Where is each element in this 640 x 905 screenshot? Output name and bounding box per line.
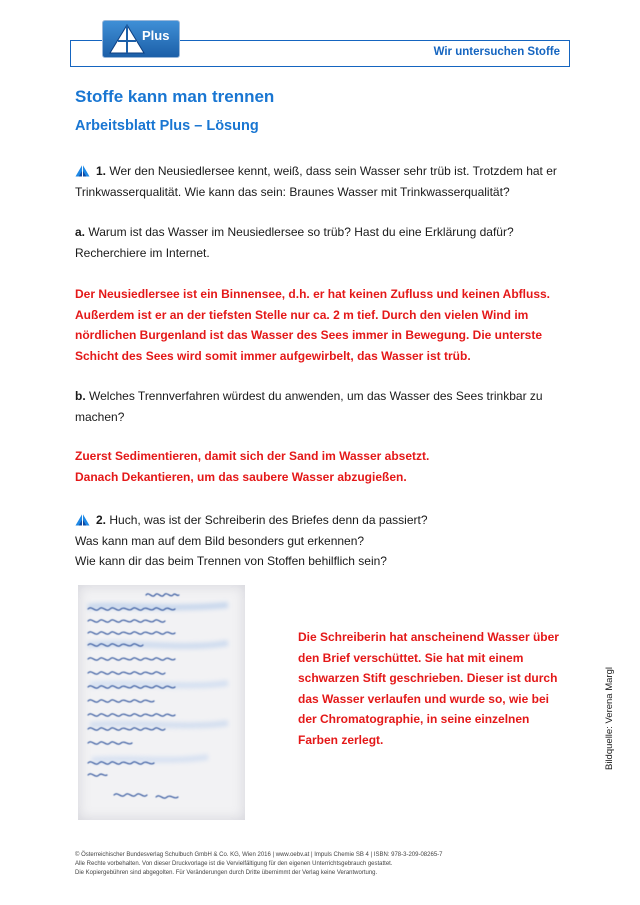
task1a-question — [75, 222, 565, 263]
task1-question-line-1: Wer den Neusiedlersee kennt, weiß, dass sein Wasser sehr trüb ist. Trotzdem hat er — [109, 164, 557, 178]
task2-question-line-3: Wie kann dir das beim Trennen von Stoffen behilflich sein? — [75, 554, 387, 568]
task1b-question-line-1: Welches Trennverfahren würdest du anwenden, um das Wasser des Sees trinkbar zu — [89, 389, 543, 403]
task1a-answer-line-2: Außerdem ist er an der tiefsten Stelle nur ca. 2 m tief. Durch den vielen Wind im — [75, 307, 529, 322]
triangle-logo-icon — [107, 22, 147, 56]
task2-question-line-2: Was kann man auf dem Bild besonders gut erkennen? — [75, 533, 365, 548]
footer-line-3: Die Kopiergebühren sind abgegolten. Für Veränderungen durch Dritte übernimmt der Verlag keine Verantwortung. — [75, 870, 378, 876]
task2-answer-line-3: schwarzen Stift geschrieben. Dieser ist durch — [298, 671, 558, 685]
task2-answer-line-1: Die Schreiberin hat anscheinend Wasser über — [298, 630, 559, 644]
task1b-question — [75, 386, 565, 427]
task1a-question-line-1: Warum ist das Wasser im Neusiedlersee so trüb? Hast du eine Erklärung dafür? — [88, 225, 514, 239]
task1a-answer-line-3: nördlichen Burgenland ist das Wasser des Sees immer in Bewegung. Die unterste — [75, 328, 543, 342]
task1-question — [75, 161, 565, 202]
section-title: Wir untersuchen Stoffe — [433, 46, 560, 58]
plus-triangle-icon — [75, 164, 90, 177]
task1b-answer — [75, 446, 575, 487]
page-subtitle: Arbeitsblatt Plus – Lösung — [75, 118, 259, 134]
task1b-label: b. — [75, 389, 86, 403]
task2-answer-line-6: Farben zerlegt. — [298, 732, 384, 747]
task1a-answer — [75, 284, 575, 366]
task2-question-line-1: Huch, was ist der Schreiberin des Briefes denn da passiert? — [109, 513, 428, 527]
task2-answer — [298, 627, 578, 750]
task2-number: 2. — [96, 513, 107, 527]
footer-line-2: Alle Rechte vorbehalten. Von dieser Druckvorlage ist die Vervielfältigung für den eigenen Unterrichtsgebrauch gestattet. — [75, 861, 393, 867]
task1a-answer-line-1: Der Neusiedlersee ist ein Binnensee, d.h. er hat keinen Zufluss und keinen Abfluss. — [75, 287, 551, 301]
task1-question-line-2: Trinkwasserqualität. Wie kann das sein: Braunes Wasser mit Trinkwasserqualität? — [75, 184, 510, 199]
plus-triangle-icon — [75, 513, 90, 526]
smeared-letter-image — [78, 585, 245, 820]
page-title: Stoffe kann man trennen — [75, 87, 275, 106]
task1b-question-line-2: machen? — [75, 409, 125, 424]
task1-number: 1. — [96, 164, 107, 178]
task2-question — [75, 510, 565, 572]
task1b-answer-line-2: Danach Dekantieren, um das saubere Wasser abzugießen. — [75, 469, 407, 484]
image-credit: Bildquelle: Verena Margl — [604, 667, 615, 770]
task1a-answer-line-4: Schicht des Sees wird somit immer aufgewirbelt, das Wasser ist trüb. — [75, 348, 471, 363]
logo-text: Plus — [142, 28, 170, 43]
task2-answer-line-4: das Wasser verlaufen und wurde so, wie bei — [298, 691, 549, 706]
task1a-question-line-2: Recherchiere im Internet. — [75, 245, 210, 260]
task1b-answer-line-1: Zuerst Sedimentieren, damit sich der Sand im Wasser absetzt. — [75, 449, 430, 463]
footer-line-1: © Österreichischer Bundesverlag Schulbuch GmbH & Co. KG, Wien 2016 | www.oebv.at | Impuls Chemie SB 4 | ISBN: 978-3-209-08265-7 — [75, 852, 443, 858]
footer — [75, 851, 575, 878]
task1a-label: a. — [75, 225, 86, 239]
task2-answer-line-2: den Brief verschüttet. Sie hat mit einem — [298, 650, 524, 665]
task2-answer-line-5: der Chromatographie, in seine einzelnen — [298, 712, 530, 726]
